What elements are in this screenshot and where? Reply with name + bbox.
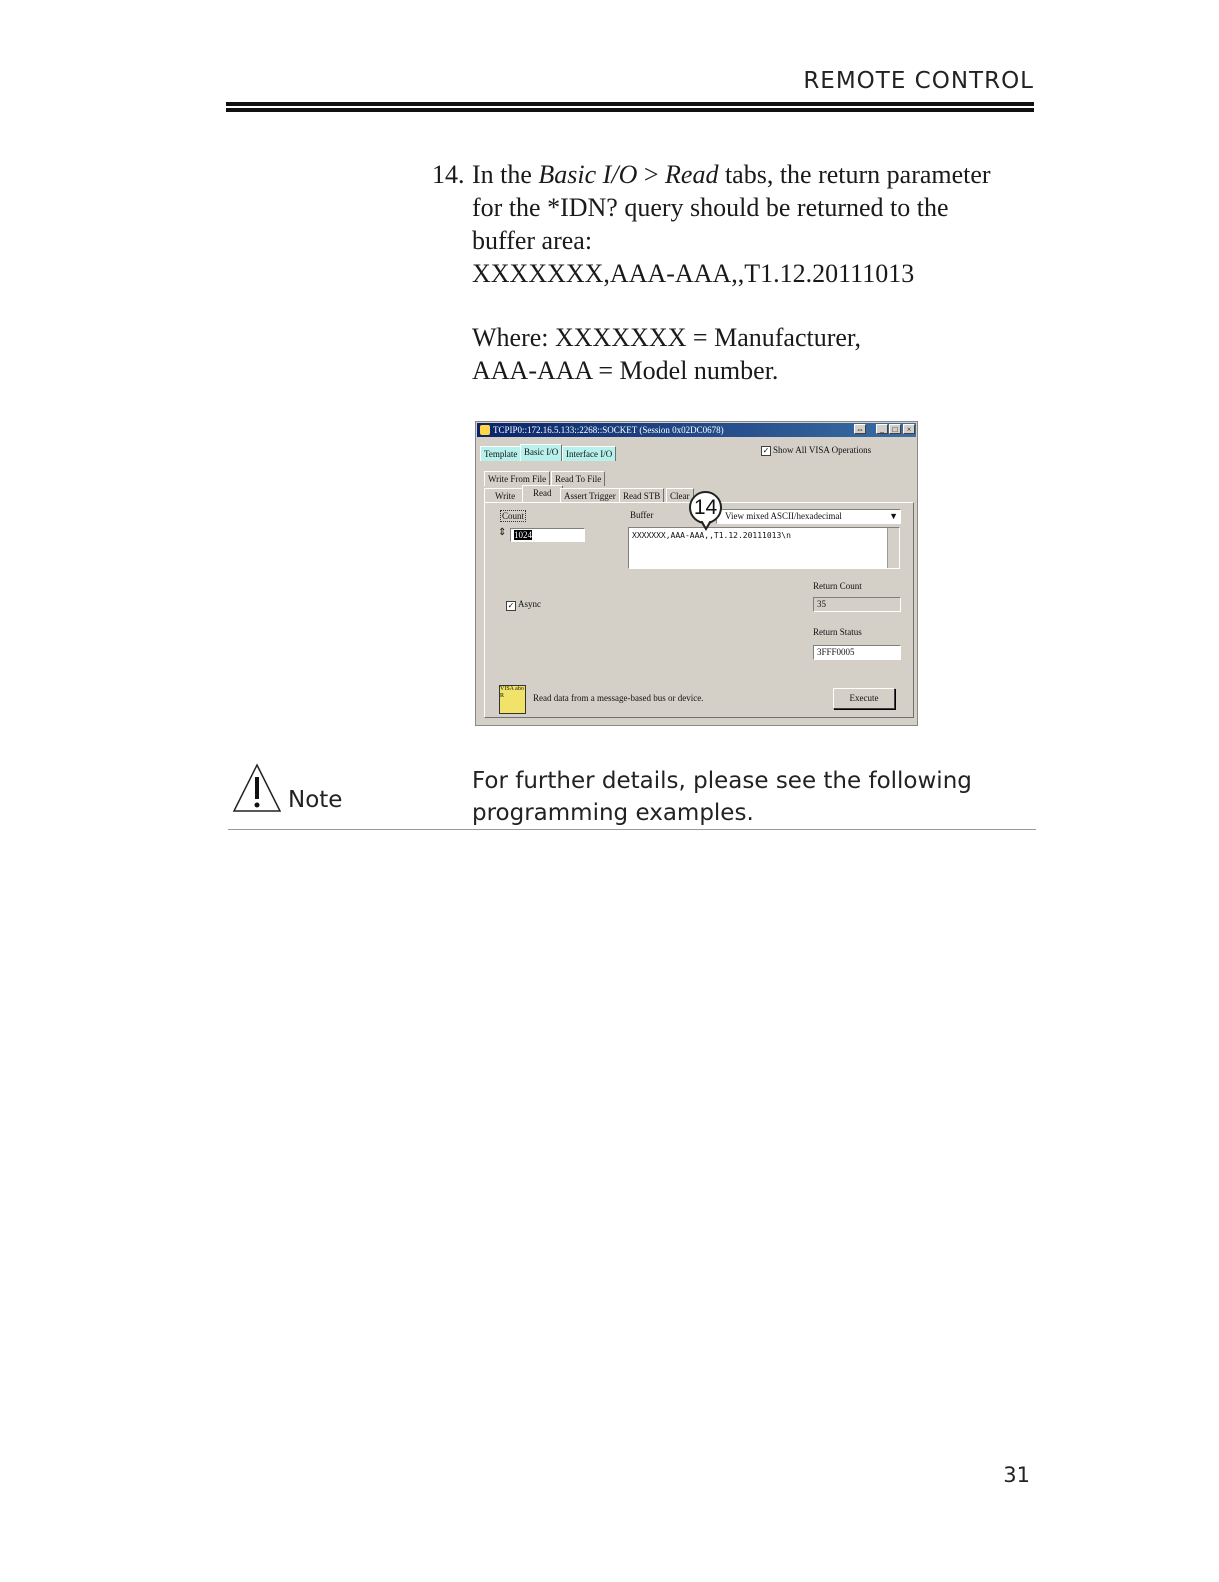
tab-assert-trigger[interactable]: Assert Trigger xyxy=(560,488,620,503)
step-number: 14. xyxy=(432,160,465,189)
step-callout: 14 xyxy=(689,491,722,524)
execute-button[interactable]: Execute xyxy=(833,688,895,709)
where-line-2: AAA-AAA = Model number. xyxy=(472,356,779,385)
return-status-label: Return Status xyxy=(813,627,862,637)
buffer-value: XXXXXXX,AAA-AAA,,T1.12.20111013\n xyxy=(632,531,791,540)
async-label: Async xyxy=(518,599,541,609)
step-text-1: In the xyxy=(472,160,539,189)
tab-read[interactable]: Read xyxy=(522,485,563,503)
step-sep: > xyxy=(637,160,666,189)
tab-template[interactable]: Template xyxy=(480,446,521,461)
header-rule-lower xyxy=(226,108,1034,112)
idn-response: XXXXXXX,AAA-AAA,,T1.12.20111013 xyxy=(472,259,915,288)
step-14 xyxy=(432,158,992,290)
chevron-down-icon: ▼ xyxy=(889,511,898,521)
count-spinner-icon[interactable]: ⇕ xyxy=(498,527,507,538)
step-text-2: tabs, the return parameter for the *IDN? query should be returned to the buffer area: xyxy=(472,160,991,255)
count-value: 1024 xyxy=(514,530,532,540)
resize-icon[interactable]: ⇔ xyxy=(856,425,864,434)
visa-icon: VISA abo R xyxy=(499,685,526,714)
return-count-label: Return Count xyxy=(813,581,862,591)
window-titlebar xyxy=(477,423,916,437)
tab-interface-io[interactable]: Interface I/O xyxy=(562,446,616,461)
buffer-scrollbar[interactable] xyxy=(887,528,899,568)
async-checkbox[interactable]: ✓ xyxy=(507,601,515,610)
buffer-textarea[interactable] xyxy=(628,527,900,569)
tab-read-stb[interactable]: Read STB xyxy=(619,488,664,503)
app-icon xyxy=(480,425,490,435)
warning-icon xyxy=(232,763,282,813)
callout-tail-inner xyxy=(702,520,710,527)
visa-window xyxy=(475,421,918,726)
close-icon[interactable]: × xyxy=(903,424,915,434)
minimize-icon[interactable]: _ xyxy=(876,424,888,434)
header-rule xyxy=(226,102,1034,106)
read-ref: Read xyxy=(665,160,719,189)
step-body xyxy=(472,158,992,290)
show-all-visa-label: Show All VISA Operations xyxy=(773,445,872,455)
running-header: REMOTE CONTROL xyxy=(803,68,1034,94)
note-text: For further details, please see the following programming examples. xyxy=(472,768,972,826)
basic-io-ref: Basic I/O xyxy=(538,160,638,189)
view-mode-select[interactable] xyxy=(716,509,901,524)
where-line-1: Where: XXXXXXX = Manufacturer, xyxy=(472,323,862,352)
count-label: Count xyxy=(502,511,525,521)
tab-write[interactable]: Write xyxy=(484,488,526,503)
return-count-field: 35 xyxy=(813,597,901,612)
note-rule xyxy=(228,829,1036,830)
show-all-visa-checkbox[interactable]: ✓ xyxy=(762,446,770,455)
window-title: TCPIP0::172.16.5.133::2268::SOCKET (Session 0x02DC0678) xyxy=(493,425,724,435)
tab-write-from-file[interactable]: Write From File xyxy=(484,471,550,486)
return-status-field: 3FFF0005 xyxy=(813,645,901,660)
page-number: 31 xyxy=(1003,1463,1030,1487)
view-mode-value: View mixed ASCII/hexadecimal xyxy=(725,511,842,521)
buffer-label: Buffer xyxy=(630,510,654,520)
tab-clear[interactable]: Clear xyxy=(666,488,694,503)
count-input[interactable] xyxy=(510,528,585,542)
tab-basic-io[interactable]: Basic I/O xyxy=(520,444,562,461)
tab-read-to-file[interactable]: Read To File xyxy=(551,471,605,486)
status-text: Read data from a message-based bus or device. xyxy=(533,693,704,703)
maximize-icon[interactable]: □ xyxy=(889,424,901,434)
where-block xyxy=(472,321,992,387)
note-label: Note xyxy=(288,787,343,813)
